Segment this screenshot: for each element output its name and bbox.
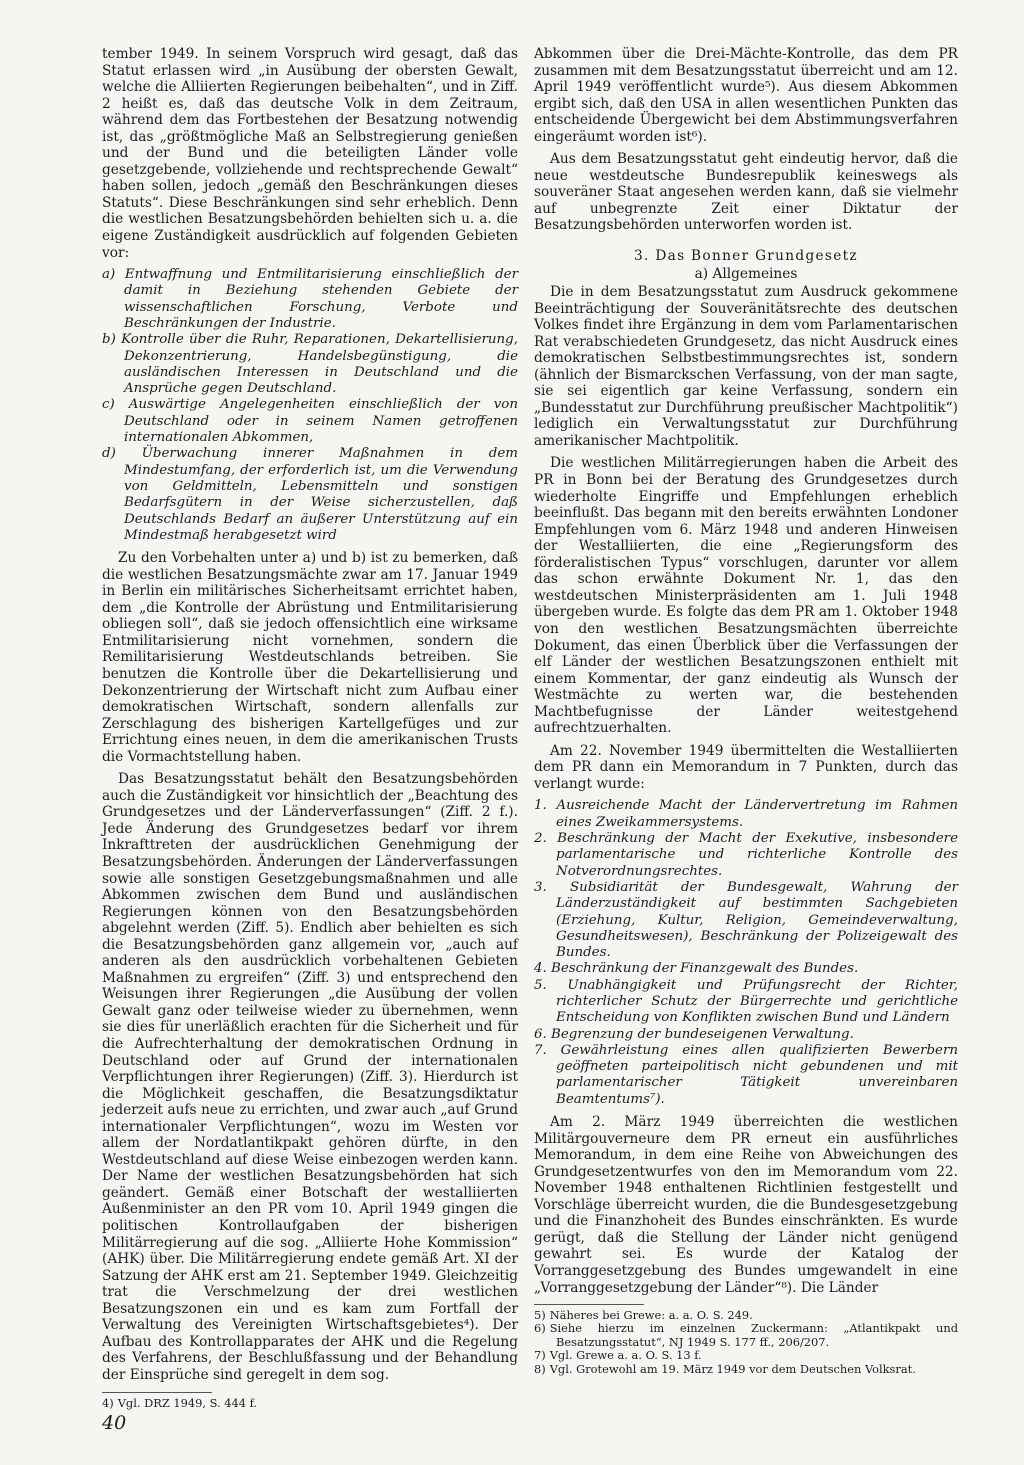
paragraph: Abkommen über die Drei-Mächte-Kontrolle, das dem PR zusammen mit dem Besatzungsstatut überreicht und am 12. April 1949 veröffentlicht wurde⁵). Aus diesem Abkommen ergibt sich, daß den USA in allen wesentlichen Punkten das entscheidende Übergewicht bei dem Abstimmungsverfahren eingeräumt worden ist⁶). — [534, 46, 958, 145]
subsection-heading: a) Allgemeines — [694, 266, 798, 283]
list-item: d) Überwachung innerer Maßnahmen in dem Mindestumfang, der erforderlich ist, um die Verwendung von Geldmitteln, Lebensmitteln und sonstigen Bedarfsgütern in der Weise sicherzustellen, daß Deutschlands Bedarf an äußerer Unterstützung auf ein Mindestmaß herabgesetzt wird — [102, 446, 518, 543]
left-column — [102, 46, 518, 1410]
paragraph: Am 2. März 1949 überreichten die westlichen Militärgouverneure dem PR erneut ein ausführliches Memorandum, in dem eine Reihe von Abweichungen des Grundgesetzentwurfes von den im Memorandum vom 22. November 1948 enthaltenen Richtlinien festgestellt und Vorschläge überreicht wurden, die die Bundesgesetzgebung und die Finanzhoheit des Bundes einschränkten. Es wurde gerügt, daß die Stellung der Länder nicht genügend gewahrt sei. Es wurde der Katalog der Vorranggesetzgebung des Bundes umgewandelt in eine „Vorranggesetzgebung der Länder“⁸). Die Länder — [534, 1114, 958, 1296]
list-item: 1. Ausreichende Macht der Ländervertretung im Rahmen eines Zweikammersystems. — [534, 798, 958, 830]
list-item: c) Auswärtige Angelegenheiten einschließlich der von Deutschland oder in seinem Namen getroffenen internationalen Abkommen, — [102, 397, 518, 446]
footnote: 6) Siehe hierzu im einzelnen Zuckermann: „Atlantikpakt und Besatzungsstatut“, NJ 1949 S. 177 ff., 206/207. — [534, 1321, 958, 1349]
list-item: 2. Beschränkung der Macht der Exekutive, insbesondere parlamentarische und richterliche Kontrolle des Notverordnungsrechtes. — [534, 831, 958, 879]
paragraph: tember 1949. In seinem Vorspruch wird gesagt, daß das Statut erlassen wird „in Ausübung der obersten Gewalt, welche die Alliierten Regierungen beibehalten“, und in Ziff. 2 heißt es, daß das deutsche Volk in dem Zeitraum, während dem das Fortbestehen der Besatzung notwendig ist, das „größtmögliche Maß an Selbstregierung genießen und der Bund und die beteiligten Länder volle gesetzgebende, vollziehende und rechtsprechende Gewalt“ haben sollen, jedoch „gemäß den Beschränkungen dieses Statuts“. Diese Beschränkungen sind sehr erheblich. Denn die westlichen Besatzungsbehörden behielten sich u. a. die eigene Zuständigkeit ausdrücklich auf folgenden Gebieten vor: — [102, 46, 518, 261]
section-heading: 3. Das Bonner Grundgesetz — [634, 248, 858, 265]
list-item: 5. Unabhängigkeit und Prüfungsrecht der Richter, richterlicher Schutz der Bürgerrechte und gerichtliche Entscheidung von Konflikten zwischen Bund und Ländern — [534, 977, 958, 1026]
paragraph: Am 22. November 1949 übermittelten die Westalliierten dem PR dann ein Memorandum in 7 Punkten, durch das verlangt wurde: — [534, 742, 958, 792]
list-item: 6. Begrenzung der bundeseigenen Verwaltung. — [534, 1026, 854, 1042]
footnote: 7) Vgl. Grewe a. a. O. S. 13 f. — [534, 1348, 702, 1363]
paragraph: Zu den Vorbehalten unter a) und b) ist zu bemerken, daß die westlichen Besatzungsmächte zwar am 17. Januar 1949 in Berlin ein militärisches Sicherheitsamt errichtet haben, dem „die Kontrolle der Abrüstung und Entmilitarisierung obliegen soll“, daß sie jedoch offensichtlich eine wirksame Entmilitarisierung nicht vornehmen, sondern die Remilitarisierung Westdeutschlands betreiben. Sie benutzen die Kontrolle über die Dekartellisierung und Dekonzentrierung der Wirtschaft nicht zum Aufbau einer demokratischen Wirtschaft, sondern allenfalls zur Zerschlagung des bisherigen Kartellgefüges und zur Errichtung eines neuen, in dem die amerikanischen Trusts die Vormachtstellung haben. — [102, 550, 518, 765]
page-number: 40 — [102, 1412, 127, 1434]
footnote-divider — [102, 1392, 212, 1393]
list-item: 4. Beschränkung der Finanzgewalt des Bundes. — [534, 961, 859, 977]
list-item: a) Entwaffnung und Entmilitarisierung einschließlich der damit in Beziehung stehenden Gebiete der wissenschaftlichen Forschung, Verbote und Beschränkungen der Industrie. — [102, 267, 518, 331]
list-item: 3. Subsidiarität der Bundesgewalt, Wahrung der Länderzuständigkeit auf bestimmten Sachgebieten (Erziehung, Kultur, Religion, Gemeindeverwaltung, Gesundheitswesen), Beschränkung der Polizeigewalt des Bundes. — [534, 879, 958, 961]
right-column — [534, 46, 958, 1376]
footnote: 5) Näheres bei Grewe: a. a. O. S. 249. — [534, 1308, 753, 1323]
reserved-areas-list — [102, 267, 518, 544]
list-item: b) Kontrolle über die Ruhr, Reparationen, Dekartellisierung, Dekonzentrierung, Handelsbegünstigung, die ausländischen Interessen in Deutschland und die Ansprüche gegen Deutschland. — [102, 332, 518, 397]
paragraph: Aus dem Besatzungsstatut geht eindeutig hervor, daß die neue westdeutsche Bundesrepublik keineswegs als souveräner Staat angesehen werden kann, daß sie vielmehr auf unbegrenzte Zeit einer Diktatur der Besatzungsbehörden unterworfen worden ist. — [534, 151, 958, 234]
list-item: 7. Gewährleistung eines allen qualifizierten Bewerbern geöffneten parteipolitisch nicht gebundenen und mit parlamentarischer Tätigkeit unvereinbaren Beamtentums⁷). — [534, 1042, 958, 1107]
paragraph: Die westlichen Militärregierungen haben die Arbeit des PR in Bonn bei der Beratung des Grundgesetzes durch wiederholte Eingriffe und Empfehlungen erheblich beeinflußt. Das begann mit den bereits erwähnten Londoner Empfehlungen vom 6. März 1948 und anderen Hinweisen der Westalliierten, die eine „Regierungsform des förderalistischen Typus“ vorschlugen, darunter vor allem das schon erwähnte Dokument Nr. 1, das den westdeutschen Ministerpräsidenten am 1. Juli 1948 übergeben wurde. Es folgte das dem PR am 1. Oktober 1948 von den westlichen Besatzungsmächten überreichte Dokument, das einen Überblick über die Verfassungen der elf Länder der westlichen Besatzungszonen enthielt mit einem Kommentar, der ganz eindeutig als Wunsch der Westmächte zu werten war, die bestehenden Machtbefugnisse der Länder weitestgehend aufrechtzuerhalten. — [534, 455, 958, 737]
memorandum-points-list — [534, 798, 958, 1108]
footnote-divider — [534, 1304, 644, 1305]
footnote: 8) Vgl. Grotewohl am 19. März 1949 vor dem Deutschen Volksrat. — [534, 1361, 916, 1376]
footnote: 4) Vgl. DRZ 1949, S. 444 f. — [102, 1395, 258, 1410]
paragraph: Das Besatzungsstatut behält den Besatzungsbehörden auch die Zuständigkeit vor hinsichtlich der „Beachtung des Grundgesetzes und der Länderverfassungen“ (Ziff. 2 f.). Jede Änderung des Grundgesetzes bedarf vor ihrem Inkrafttreten der ausdrücklichen Genehmigung der Besatzungsbehörden. Änderungen der Länderverfassungen sowie alle sonstigen Gesetzgebungsmaßnahmen und alle Abkommen zwischen dem Bund und ausländischen Regierungen können von den Besatzungsbehörden abgelehnt werden (Ziff. 5). Endlich aber behielten es sich die Besatzungsbehörden ganz allgemein vor, „auch auf anderen als den ausdrücklich vorbehaltenen Gebieten Maßnahmen zu ergreifen“ (Ziff. 3) und entsprechend den Weisungen ihrer Regierungen „die Ausübung der vollen Gewalt ganz oder teilweise wieder zu übernehmen, wenn sie dies für unerläßlich erachten für die Sicherheit und für die Aufrechterhaltung der demokratischen Ordnung in Deutschland oder auf Grund der internationalen Verpflichtungen ihrer Regierungen) (Ziff. 3). Hierdurch ist die Möglichkeit geschaffen, die Besatzungsdiktatur jederzeit aufs neue zu errichten, und zwar auch „auf Grund internationaler Verpflichtungen“, wozu im Westen vor allem der Nordatlantikpakt gehören dürfte, in den Westdeutschland auf diese Weise einbezogen werden kann. Der Name der westlichen Besatzungsbehörden hat sich geändert. Gemäß einer Botschaft der westalliierten Außenminister an den PR vom 10. April 1949 gingen die politischen Kontrollaufgaben der bisherigen Militärregierung auf die sog. „Alliierte Hohe Kommission“ (AHK) über. Die Militärregierung endete gemäß Art. XI der Satzung der AHK erst am 21. September 1949. Gleichzeitig trat die Verschmelzung der drei westlichen Besatzungszonen ein und es kam zum Fortfall der Verwaltung des Vereinigten Wirtschaftsgebietes⁴). Der Aufbau des Kontrollapparates der AHK und die Regelung des Verfahrens, der Beschlußfassung und der Behandlung der Einsprüche sind geregelt in dem sog. — [102, 771, 518, 1383]
paragraph: Die in dem Besatzungsstatut zum Ausdruck gekommene Beeinträchtigung der Souveränitätsrechte des deutschen Volkes findet ihre Ergänzung in dem vom Parlamentarischen Rat verabschiedeten Grundgesetz, das nicht Ausdruck eines demokratischen Selbstbestimmungsrechtes ist, sondern (ähnlich der Bismarckschen Verfassung, von der man sagte, sie sei eigentlich gar keine Verfassung, sondern ein „Bundesstatut zur Durchführung preußischer Machtpolitik“) lediglich ein Verwaltungsstatut zur Durchführung amerikanischer Machtpolitik. — [534, 284, 958, 449]
